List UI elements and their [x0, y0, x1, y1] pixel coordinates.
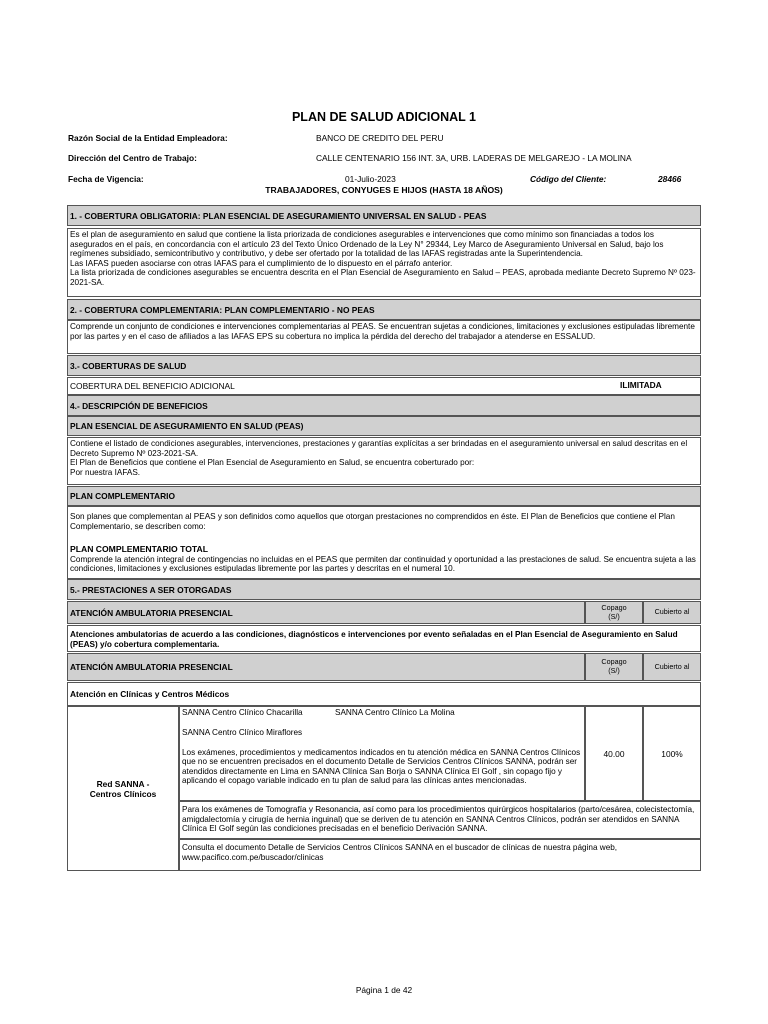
red-sanna-cell — [67, 706, 179, 871]
coverage-row — [67, 377, 701, 395]
section-5-header — [67, 579, 701, 600]
cubierto-label-2: Cubierto al — [654, 661, 690, 671]
cubierto-column-header-2 — [643, 653, 701, 681]
ambulatory-header — [67, 601, 585, 624]
clinic-miraflores: SANNA Centro Clínico Miraflores — [182, 728, 303, 737]
red-sanna-description — [179, 706, 585, 801]
page-title: PLAN DE SALUD ADICIONAL 1 — [291, 110, 477, 124]
ambulatory-header-2 — [67, 653, 585, 681]
section-1-title: 1. - COBERTURA OBLIGATORIA: PLAN ESENCIAL DE ASEGURAMIENTO UNIVERSAL EN SALUD - PEAS — [70, 210, 487, 221]
section-1-paragraph: Las IAFAS pueden asociarse con otras IAFAS para el cumplimiento de lo dispuesto en el párrafo anterior. — [70, 258, 453, 268]
section-1-header — [67, 205, 701, 226]
vigencia-value: 01-Julio-2023 — [345, 174, 396, 184]
peas-body — [67, 437, 701, 485]
clinic-la-molina: SANNA Centro Clínico La Molina — [335, 708, 455, 717]
clinic-chacarilla: SANNA Centro Clínico Chacarilla — [182, 708, 303, 717]
cubierto-column-header — [643, 601, 701, 624]
peas-paragraph: Por nuestra IAFAS. — [70, 467, 141, 477]
copago-column-header — [585, 601, 643, 624]
section-2-paragraph: Comprende un conjunto de condiciones e intervenciones complementarias al PEAS. Se encuentran sujetas a condiciones, limitaciones y exclusiones estipuladas libremente por las partes y en el caso de afiliados a las IAFAS EPS su cobertura no implica la pérdida del derecho del trabajador a atenderse en ESSALUD. — [70, 322, 695, 341]
consulta-note — [179, 839, 701, 871]
plan-complementario-title: PLAN COMPLEMENTARIO — [70, 491, 175, 501]
vigencia-label: Fecha de Vigencia: — [68, 174, 144, 184]
consulta-text: Consulta el documento Detalle de Servicios Centros Clínicos SANNA en el buscador de clínicas de nuestra página web, www.pacifico.com.pe/buscador/clinicas — [182, 843, 618, 862]
section-1-paragraph: Es el plan de aseguramiento en salud que contiene la lista priorizada de condiciones asegurables e intervenciones que como mínimo son financiadas a todos los asegurados en el país, en concordancia con el artículo 23 del Texto Único Ordenado de la Ley N° 29344, Ley Marco de Aseguramiento Universal en Salud, bajo los regímenes subsidiado, semicontributivo y contributivo, y debe ser ofertado por la totalidad de las IAFAS registradas ante la Superintendencia. — [70, 230, 664, 259]
copago-label: Copago (S/) — [601, 602, 627, 621]
direccion-label: Dirección del Centro de Trabajo: — [68, 153, 197, 163]
ambulatory-title-2: ATENCIÓN AMBULATORIA PRESENCIAL — [70, 662, 233, 672]
ambulatory-description-text: Atenciones ambulatorias de acuerdo a las condiciones, diagnósticos e intervenciones por evento señaladas en el Plan Esencial de Aseguramiento en Salud (PEAS) y/o cobertura complementaria. — [70, 630, 678, 649]
section-2-body — [67, 320, 701, 354]
plan-complementario-header — [67, 486, 701, 506]
plan-complementario-total-title: PLAN COMPLEMENTARIO TOTAL — [70, 544, 208, 555]
section-2-title: 2. - COBERTURA COMPLEMENTARIA: PLAN COMPLEMENTARIO - NO PEAS — [70, 304, 375, 315]
page-number: Página 1 de 42 — [355, 985, 413, 995]
ambulatory-description — [67, 625, 701, 652]
tomografia-text: Para los exámenes de Tomografía y Resonancia, así como para los procedimientos quirúrgicos hospitalarios (parto/cesárea, colecistectomía, amigdalectomía y cirugía de hernia inguinal) que se deriven de tu atención en SANNA Centros Clínicos, podrán ser atendidos en SANNA Clínica El Golf según las condiciones precisadas en el beneficio Derivación SANNA. — [182, 805, 695, 834]
section-5-title: 5.- PRESTACIONES A SER OTORGADAS — [70, 584, 232, 595]
peas-paragraph: El Plan de Beneficios que contiene el Plan Esencial de Aseguramiento en Salud, se encuentra coberturado por: — [70, 458, 475, 468]
section-1-body — [67, 228, 701, 297]
section-1-paragraph: La lista priorizada de condiciones asegurables se encuentra descrita en el Plan Esencial de Aseguramiento en Salud – PEAS, aprobada mediante Decreto Supremo Nº 023-2021-SA. — [70, 268, 696, 287]
clinicas-title: Atención en Clínicas y Centros Médicos — [70, 689, 230, 699]
red-sanna-text: Los exámenes, procedimientos y medicamentos indicados en tu atención médica en SANNA Centros Clínicos que no se encuentren precisados en el documento Detalle de Servicios Centros Clínicos SANNA, podrán ser atendidos directamente en Lima en SANNA Clínica San Borja o SANNA Clínica El Golf , sin copago fijo y aplicando el copago variable indicado en tu plan de salud para las clínicas antes mencionadas. — [182, 747, 581, 786]
peas-title: PLAN ESENCIAL DE ASEGURAMIENTO EN SALUD (PEAS) — [70, 421, 304, 431]
copago-value: 40.00 — [603, 748, 625, 759]
direccion-value: CALLE CENTENARIO 156 INT. 3A, URB. LADERAS DE MELGAREJO - LA MOLINA — [316, 153, 632, 163]
cubierto-label: Cubierto al — [654, 607, 690, 617]
razon-social-label: Razón Social de la Entidad Empleadora: — [68, 133, 228, 143]
peas-paragraph: Contiene el listado de condiciones asegurables, intervenciones, prestaciones y garantías explícitas a ser brindadas en el aseguramiento universal en salud descritas en el Decreto Supremo Nº 023-2021-SA. — [70, 439, 688, 458]
cubierto-value: 100% — [661, 748, 683, 759]
plan-complementario-total-text: Comprende la atención integral de contingencias no incluidas en el PEAS que permiten dar continuidad y oportunidad a las prestaciones de salud. Se encuentra sujeta a las condiciones, limitaciones y exclusiones estipuladas libremente por las partes y descritas en el numeral 10. — [70, 554, 696, 574]
coverage-label: COBERTURA DEL BENEFICIO ADICIONAL — [70, 381, 235, 391]
tomografia-note — [179, 801, 701, 839]
codigo-cliente-value: 28466 — [658, 174, 682, 184]
plan-complementario-paragraph: Son planes que complementan al PEAS y son definidos como aquellos que otorgan prestaciones no comprendidos en éste. El Plan de Beneficios que contiene el Plan Complementario, se describen como: — [70, 512, 675, 531]
section-3-header — [67, 355, 701, 376]
razon-social-value: BANCO DE CREDITO DEL PERU — [316, 133, 444, 143]
copago-value-cell — [585, 706, 643, 801]
subheading: TRABAJADORES, CONYUGES E HIJOS (HASTA 18 AÑOS) — [265, 185, 503, 195]
codigo-cliente-label: Código del Cliente: — [530, 174, 607, 184]
coverage-value: ILIMITADA — [620, 380, 662, 390]
cubierto-value-cell — [643, 706, 701, 801]
section-2-header — [67, 299, 701, 320]
peas-header — [67, 416, 701, 436]
section-4-header — [67, 395, 701, 416]
clinicas-title-row — [67, 682, 701, 706]
ambulatory-title: ATENCIÓN AMBULATORIA PRESENCIAL — [70, 607, 233, 618]
plan-complementario-body — [67, 506, 701, 579]
section-4-title: 4.- DESCRIPCIÓN DE BENEFICIOS — [70, 400, 208, 411]
section-3-title: 3.- COBERTURAS DE SALUD — [70, 360, 187, 371]
red-sanna-label: Red SANNA - Centros Clínicos — [89, 778, 157, 799]
copago-label-2: Copago (S/) — [601, 657, 627, 675]
copago-column-header-2 — [585, 653, 643, 681]
